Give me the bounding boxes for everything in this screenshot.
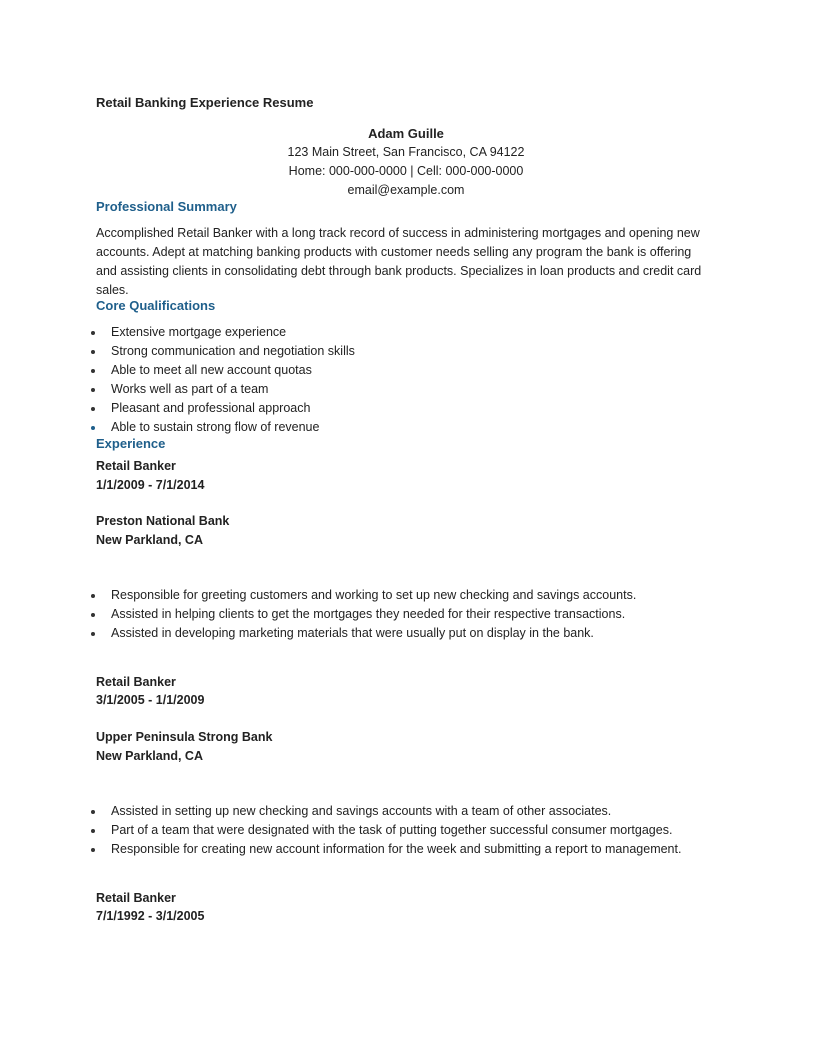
list-item: Responsible for creating new account information for the week and submitting a report to management.	[0, 840, 681, 859]
list-item: Works well as part of a team	[0, 380, 355, 399]
section-heading-summary: Professional Summary	[96, 199, 237, 214]
job-dates: 3/1/2005 - 1/1/2009	[96, 693, 205, 707]
email: email@example.com	[347, 183, 465, 197]
duties-list	[0, 802, 681, 859]
job-title: Retail Banker	[96, 459, 176, 473]
job-dates: 1/1/2009 - 7/1/2014	[96, 478, 205, 492]
list-item: Able to sustain strong flow of revenue	[0, 418, 355, 437]
section-heading-qualifications: Core Qualifications	[96, 298, 216, 313]
summary-paragraph: Accomplished Retail Banker with a long track record of success in administering mortgages and opening new accounts. Adept at matching banking products with customer needs selling any program the bank is offering and assisting clients in consolidating debt through bank products. Specializes in loan products and credit card sales.	[96, 226, 702, 297]
qualifications-list	[0, 323, 355, 437]
duties-list	[0, 586, 636, 643]
list-item: Part of a team that were designated with the task of putting together successful consumer mortgages.	[0, 821, 681, 840]
list-item: Strong communication and negotiation skills	[0, 342, 355, 361]
company-location: New Parkland, CA	[96, 533, 203, 547]
candidate-name: Adam Guille	[368, 126, 444, 141]
list-item: Responsible for greeting customers and working to set up new checking and savings accounts.	[0, 586, 636, 605]
job-dates: 7/1/1992 - 3/1/2005	[96, 909, 205, 923]
address: 123 Main Street, San Francisco, CA 94122	[287, 145, 525, 159]
phone-numbers: Home: 000-000-0000 | Cell: 000-000-0000	[288, 164, 524, 178]
list-item: Able to meet all new account quotas	[0, 361, 355, 380]
list-item: Assisted in helping clients to get the mortgages they needed for their respective transactions.	[0, 605, 636, 624]
list-item: Extensive mortgage experience	[0, 323, 355, 342]
company-name: Preston National Bank	[96, 514, 230, 528]
job-title: Retail Banker	[96, 891, 176, 905]
list-item: Pleasant and professional approach	[0, 399, 355, 418]
job-title: Retail Banker	[96, 675, 176, 689]
list-item: Assisted in setting up new checking and savings accounts with a team of other associates.	[0, 802, 681, 821]
company-name: Upper Peninsula Strong Bank	[96, 730, 273, 744]
document-title: Retail Banking Experience Resume	[96, 95, 314, 110]
list-item: Assisted in developing marketing materials that were usually put on display in the bank.	[0, 624, 636, 643]
company-location: New Parkland, CA	[96, 749, 203, 763]
section-heading-experience: Experience	[96, 436, 166, 451]
